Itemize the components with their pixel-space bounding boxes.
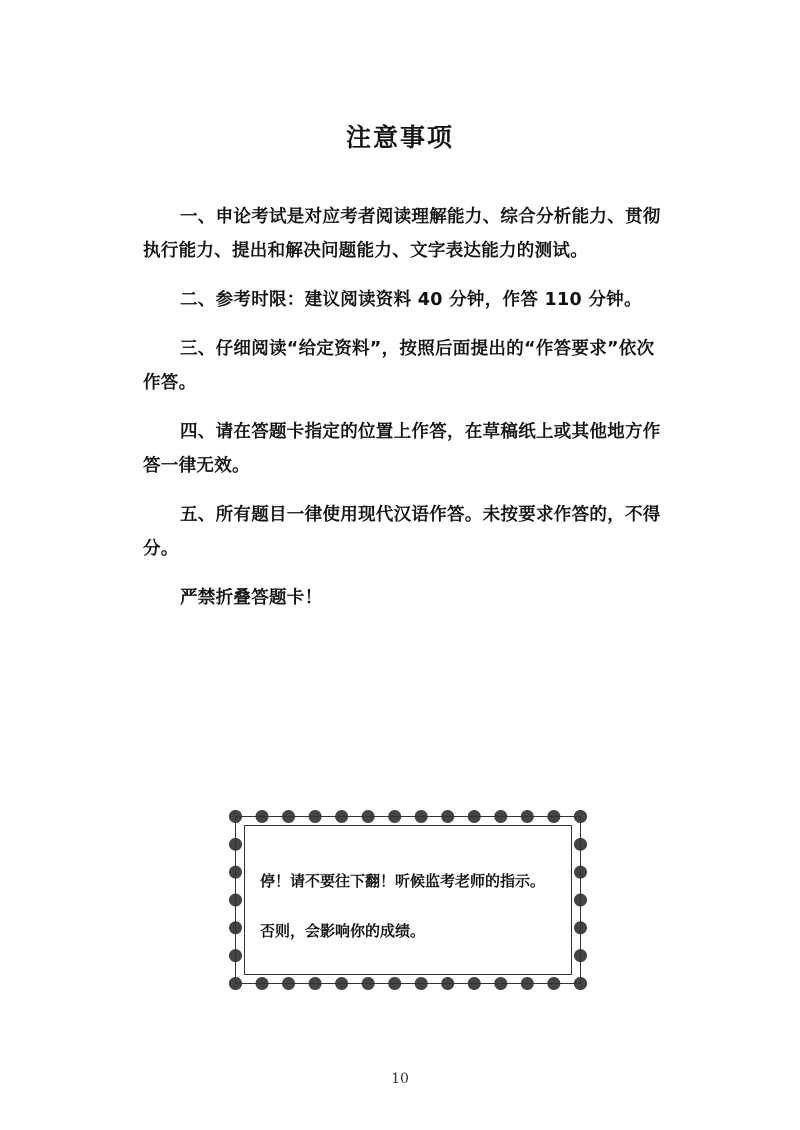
notice-item-no-folding: 严禁折叠答题卡！ [180, 588, 323, 608]
notice-list [143, 200, 669, 630]
warning-line-consequence: 否则，会影响你的成绩。 [260, 922, 426, 940]
warning-line-stop: 停！请不要往下翻！听候监考老师的指示。 [260, 872, 546, 890]
notice-item-1: 一、申论考试是对应考者阅读理解能力、综合分析能力、贯彻执行能力、提出和解决问题能力、文字表达能力的测试。 [143, 207, 661, 261]
warning-box-inner-frame [244, 825, 572, 975]
notice-item-2: 二、参考时限：建议阅读资料 40 分钟，作答 110 分钟。 [180, 290, 642, 310]
notice-item-3: 三、仔细阅读“给定资料”，按照后面提出的“作答要求”依次作答。 [143, 339, 655, 393]
notice-item-4: 四、请在答题卡指定的位置上作答，在草稿纸上或其他地方作答一律无效。 [143, 422, 661, 476]
warning-box [229, 810, 587, 990]
notice-item-5: 五、所有题目一律使用现代汉语作答。未按要求作答的，不得分。 [143, 505, 661, 559]
page-number: 10 [391, 1071, 409, 1087]
page-title: 注意事项 [345, 123, 454, 152]
